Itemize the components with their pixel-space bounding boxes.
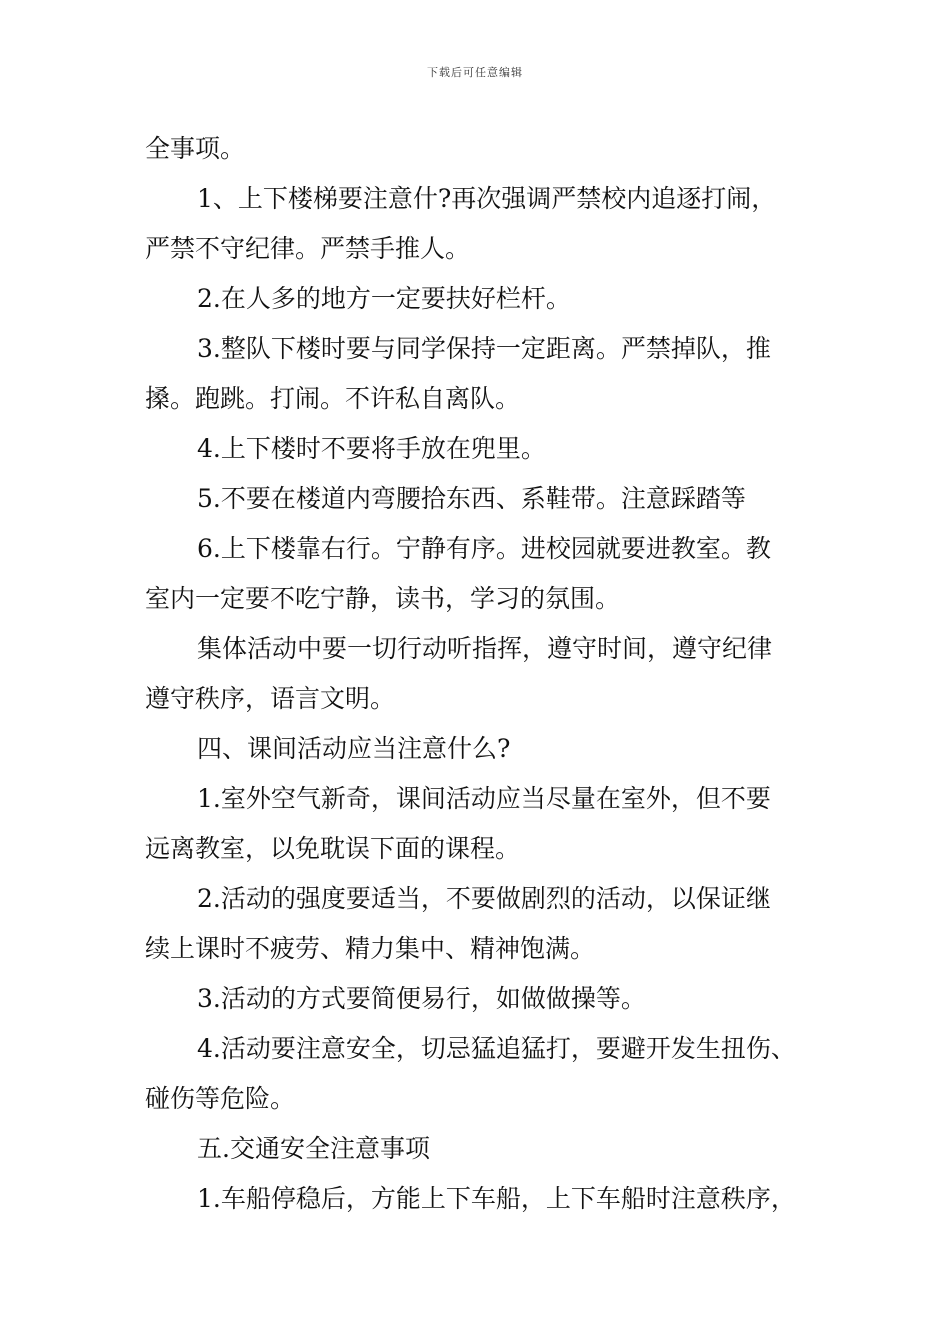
text-line: 4.活动要注意安全，切忌猛追猛打，要避开发生扭伤、: [197, 1034, 796, 1063]
text-line: 3.整队下楼时要与同学保持一定距离。严禁掉队，推: [197, 334, 771, 363]
text-line: 全事项。: [145, 134, 246, 163]
text-line: 续上课时不疲劳、精力集中、精神饱满。: [145, 934, 596, 963]
text-line: 室内一定要不吃宁静，读书，学习的氛围。: [145, 584, 621, 613]
text-line: 5.不要在楼道内弯腰拾东西、系鞋带。注意踩踏等: [197, 484, 746, 513]
text-line: 遵守秩序，语言文明。: [145, 684, 396, 713]
text-line: 3.活动的方式要简便易行，如做做操等。: [197, 984, 646, 1013]
text-line: 6.上下楼靠右行。宁静有序。进校园就要进教室。教: [197, 534, 771, 563]
text-line: 1、上下楼梯要注意什?再次强调严禁校内追逐打闹，: [197, 184, 777, 213]
text-line: 集体活动中要一切行动听指挥，遵守时间，遵守纪律: [197, 634, 773, 663]
text-line: 四、课间活动应当注意什么?: [197, 734, 511, 763]
page-header: 下载后可任意编辑: [427, 66, 523, 79]
text-line: 搡。跑跳。打闹。不许私自离队。: [145, 384, 521, 413]
text-line: 1.车船停稳后，方能上下车船，上下车船时注意秩序，: [197, 1184, 796, 1213]
text-line: 远离教室，以免耽误下面的课程。: [145, 834, 521, 863]
text-line: 4.上下楼时不要将手放在兜里。: [197, 434, 546, 463]
text-line: 碰伤等危险。: [145, 1084, 296, 1113]
text-line: 严禁不守纪律。严禁手推人。: [145, 234, 471, 263]
text-line: 五.交通安全注意事项: [197, 1134, 430, 1163]
document-body: [145, 124, 810, 1224]
text-line: 2.在人多的地方一定要扶好栏杆。: [197, 284, 571, 313]
text-line: 1.室外空气新奇，课间活动应当尽量在室外，但不要: [197, 784, 771, 813]
text-line: 2.活动的强度要适当，不要做剧烈的活动，以保证继: [197, 884, 771, 913]
